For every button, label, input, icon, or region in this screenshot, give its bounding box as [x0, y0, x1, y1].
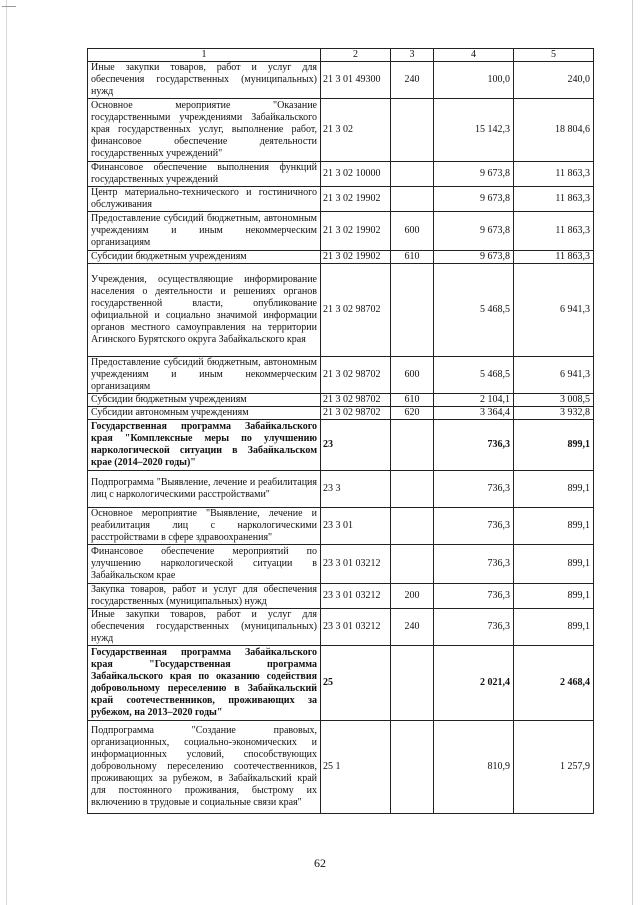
value-2020-cell: 899,1: [514, 471, 594, 508]
vr-cell: 620: [391, 407, 434, 420]
vr-cell: [391, 545, 434, 584]
code-cell: 21 3 02 19902: [321, 187, 391, 212]
table-row: [88, 62, 594, 99]
value-2020-cell: 11 863,3: [514, 187, 594, 212]
value-2019-cell: 736,3: [434, 420, 514, 471]
value-2019-cell: 3 364,4: [434, 407, 514, 420]
value-2020-cell: 11 863,3: [514, 162, 594, 187]
code-cell: 21 3 02 19902: [321, 251, 391, 264]
vr-cell: [391, 420, 434, 471]
value-2020-cell: 6 941,3: [514, 357, 594, 394]
value-2019-cell: 5 468,5: [434, 264, 514, 357]
table-header-row: [88, 49, 594, 62]
code-cell: 21 3 01 49300: [321, 62, 391, 99]
table-row: [88, 407, 594, 420]
value-2019-cell: 9 673,8: [434, 162, 514, 187]
value-2020-cell: 240,0: [514, 62, 594, 99]
name-cell: Центр материально-технического и гостиничного обслуживания: [88, 187, 321, 212]
code-cell: 23 3 01 03212: [321, 584, 391, 609]
name-cell: Основное мероприятие "Оказание государственными учреждениями Забайкальского края государственных услуг, выполнение работ, финансовое обеспечение деятельности государственных учреждений": [88, 99, 321, 162]
table-row: [88, 609, 594, 646]
value-2019-cell: 2 021,4: [434, 646, 514, 721]
value-2020-cell: 11 863,3: [514, 212, 594, 251]
code-cell: 21 3 02: [321, 99, 391, 162]
name-cell: Иные закупки товаров, работ и услуг для обеспечения государственных (муниципальных) нужд: [88, 62, 321, 99]
value-2020-cell: 1 257,9: [514, 721, 594, 814]
budget-table-body: [88, 49, 594, 814]
vr-cell: 610: [391, 394, 434, 407]
value-2020-cell: 899,1: [514, 508, 594, 545]
value-2020-cell: 899,1: [514, 584, 594, 609]
code-cell: 25: [321, 646, 391, 721]
page-number: 62: [314, 856, 326, 870]
header-col-2: 2: [321, 49, 391, 62]
vr-cell: [391, 99, 434, 162]
code-cell: 23 3: [321, 471, 391, 508]
value-2019-cell: 100,0: [434, 62, 514, 99]
value-2019-cell: 736,3: [434, 471, 514, 508]
value-2019-cell: 736,3: [434, 545, 514, 584]
code-cell: 21 3 02 10000: [321, 162, 391, 187]
table-row: [88, 584, 594, 609]
value-2019-cell: 2 104,1: [434, 394, 514, 407]
value-2020-cell: 2 468,4: [514, 646, 594, 721]
table-row: [88, 357, 594, 394]
value-2020-cell: 3 008,5: [514, 394, 594, 407]
code-cell: 23 3 01: [321, 508, 391, 545]
vr-cell: 240: [391, 62, 434, 99]
name-cell: Закупка товаров, работ и услуг для обеспечения государственных (муниципальных) нужд: [88, 584, 321, 609]
table-row: [88, 545, 594, 584]
code-cell: 23 3 01 03212: [321, 609, 391, 646]
value-2020-cell: 899,1: [514, 420, 594, 471]
value-2019-cell: 736,3: [434, 508, 514, 545]
code-cell: 21 3 02 98702: [321, 394, 391, 407]
name-cell: Субсидии бюджетным учреждениям: [88, 251, 321, 264]
vr-cell: 240: [391, 609, 434, 646]
vr-cell: [391, 187, 434, 212]
code-cell: 23: [321, 420, 391, 471]
name-cell: Учреждения, осуществляющие информирование населения о деятельности и решениях органов государственной власти, опубликование официальной и социально значимой информации органов местного самоуправления на территории Агинского Бурятского округа Забайкальского края: [88, 264, 321, 357]
name-cell: Субсидии автономным учреждениям: [88, 407, 321, 420]
table-row: [88, 187, 594, 212]
name-cell: Иные закупки товаров, работ и услуг для обеспечения государственных (муниципальных) нужд: [88, 609, 321, 646]
name-cell: Подпрограмма "Создание правовых, организационных, социально-экономических и информационных условий, способствующих добровольному переселению соотечественников, проживающих за рубежом, в Забайкальский край для постоянного проживания, быстрому их включению в трудовые и социальные связи края": [88, 721, 321, 814]
header-col-5: 5: [514, 49, 594, 62]
value-2020-cell: 3 932,8: [514, 407, 594, 420]
vr-cell: 200: [391, 584, 434, 609]
corner-mark: [2, 6, 16, 7]
value-2019-cell: 736,3: [434, 609, 514, 646]
code-cell: 23 3 01 03212: [321, 545, 391, 584]
vr-cell: [391, 721, 434, 814]
value-2020-cell: 18 804,6: [514, 99, 594, 162]
value-2019-cell: 15 142,3: [434, 99, 514, 162]
vr-cell: 600: [391, 357, 434, 394]
name-cell: Предоставление субсидий бюджетным, автономным учреждениям и иным некоммерческим организациям: [88, 357, 321, 394]
code-cell: 21 3 02 98702: [321, 407, 391, 420]
table-row: [88, 471, 594, 508]
value-2019-cell: 736,3: [434, 584, 514, 609]
vr-cell: [391, 471, 434, 508]
table-row: [88, 212, 594, 251]
name-cell: Подпрограмма "Выявление, лечение и реабилитация лиц с наркологическими расстройствами": [88, 471, 321, 508]
value-2019-cell: 5 468,5: [434, 357, 514, 394]
vr-cell: 600: [391, 212, 434, 251]
table-row: [88, 646, 594, 721]
header-col-1: 1: [88, 49, 321, 62]
table-row: [88, 251, 594, 264]
code-cell: 21 3 02 98702: [321, 264, 391, 357]
table-row: [88, 508, 594, 545]
value-2020-cell: 6 941,3: [514, 264, 594, 357]
vr-cell: [391, 646, 434, 721]
value-2020-cell: 11 863,3: [514, 251, 594, 264]
value-2019-cell: 810,9: [434, 721, 514, 814]
name-cell: Государственная программа Забайкальского края "Комплексные меры по улучшению наркологической ситуации в Забайкальском крае (2014–2020 годы)": [88, 420, 321, 471]
name-cell: Предоставление субсидий бюджетным, автономным учреждениям и иным некоммерческим организациям: [88, 212, 321, 251]
vr-cell: 610: [391, 251, 434, 264]
code-cell: 25 1: [321, 721, 391, 814]
table-row: [88, 394, 594, 407]
vr-cell: [391, 162, 434, 187]
scan-edge-left: [6, 0, 7, 905]
name-cell: Финансовое обеспечение выполнения функций государственных учреждений: [88, 162, 321, 187]
value-2020-cell: 899,1: [514, 545, 594, 584]
header-col-3: 3: [391, 49, 434, 62]
code-cell: 21 3 02 98702: [321, 357, 391, 394]
table-row: [88, 721, 594, 814]
name-cell: Субсидии бюджетным учреждениям: [88, 394, 321, 407]
value-2019-cell: 9 673,8: [434, 251, 514, 264]
header-col-4: 4: [434, 49, 514, 62]
name-cell: Финансовое обеспечение мероприятий по улучшению наркологической ситуации в Забайкальском крае: [88, 545, 321, 584]
value-2019-cell: 9 673,8: [434, 212, 514, 251]
code-cell: 21 3 02 19902: [321, 212, 391, 251]
budget-table: [87, 48, 594, 814]
name-cell: Основное мероприятие "Выявление, лечение и реабилитация лиц с наркологическими расстройствами в сфере здравоохранения": [88, 508, 321, 545]
vr-cell: [391, 508, 434, 545]
value-2019-cell: 9 673,8: [434, 187, 514, 212]
table-row: [88, 420, 594, 471]
name-cell: Государственная программа Забайкальского края "Государственная программа Забайкальского края по оказанию содействия добровольному переселению в Забайкальский край соотечественников, проживающих за рубежом, на 2013–2020 годы": [88, 646, 321, 721]
value-2020-cell: 899,1: [514, 609, 594, 646]
table-row: [88, 264, 594, 357]
table-row: [88, 162, 594, 187]
vr-cell: [391, 264, 434, 357]
scan-edge-right: [632, 0, 633, 905]
table-row: [88, 99, 594, 162]
